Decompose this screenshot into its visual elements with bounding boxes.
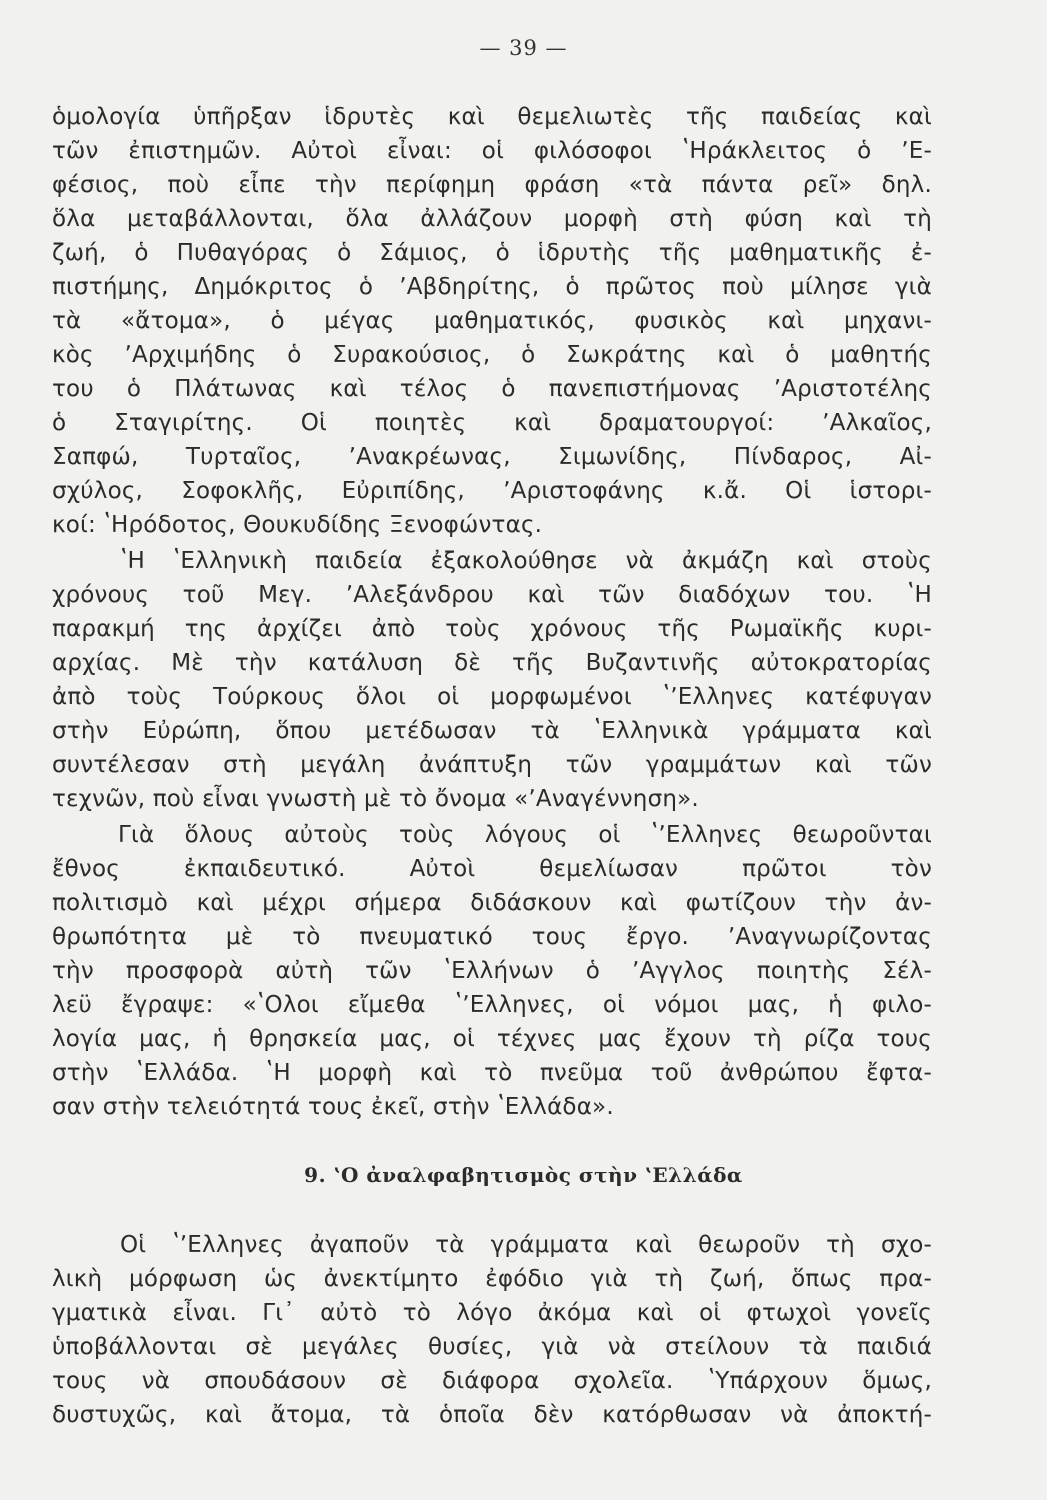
text-line: χρόνους τοῦ Μεγ. ʼΑλεξάνδρου καὶ τῶν διαδόχων του. ʽΗ xyxy=(52,582,932,608)
text-line: ὁμολογία ὑπῆρξαν ἱδρυτὲς καὶ θεμελιωτὲς τῆς παιδείας καὶ xyxy=(52,104,932,130)
text-line: ὅλα μεταβάλλονται, ὅλα ἀλλάζουν μορφὴ στὴ φύση καὶ τὴ xyxy=(52,206,932,232)
text-line: Σαπφώ, Τυρταῖος, ʼΑνακρέωνας, Σιμωνίδης, Πίνδαρος, Αἰ- xyxy=(52,444,932,470)
text-line: αρχίας. Μὲ τὴν κατάλυση δὲ τῆς Βυζαντινῆς αὐτοκρατορίας xyxy=(52,650,932,676)
text-line: σχύλος, Σοφοκλῆς, Εὐριπίδης, ʼΑριστοφάνης κ.ἄ. Οἱ ἱστορι- xyxy=(52,478,932,504)
text-line: γματικὰ εἶναι. Γι᾽ αὐτὸ τὸ λόγο ἀκόμα καὶ οἱ φτωχοὶ γονεῖς xyxy=(52,1300,932,1326)
text-line: ʽΗ ʽΕλληνικὴ παιδεία ἐξακολούθησε νὰ ἀκμάζη καὶ στοὺς xyxy=(120,548,932,574)
text-line: ἀπὸ τοὺς Τούρκους ὅλοι οἱ μορφωμένοι ʽʼΕλληνες κατέφυγαν xyxy=(52,684,932,710)
text-line: δυστυχῶς, καὶ ἄτομα, τὰ ὁποῖα δὲν κατόρθωσαν νὰ ἀποκτή- xyxy=(52,1402,932,1428)
text-line: τῶν ἐπιστημῶν. Αὐτοὶ εἶναι: οἱ φιλόσοφοι ʽΗράκλειτος ὁ ʼΕ- xyxy=(52,138,932,164)
text-line: παρακμή της ἀρχίζει ἀπὸ τοὺς χρόνους τῆς Ρωμαϊκῆς κυρι- xyxy=(52,616,932,642)
text-line: πολιτισμὸ καὶ μέχρι σήμερα διδάσκουν καὶ φωτίζουν τὴν ἀν- xyxy=(52,890,932,916)
text-line: σαν στὴν τελειότητά τους ἐκεῖ, στὴν ʽΕλλάδα». xyxy=(52,1094,614,1120)
text-line: τεχνῶν, ποὺ εἶναι γνωστὴ μὲ τὸ ὄνομα «ʼΑναγέννηση». xyxy=(52,786,699,812)
text-line: πιστήμης, Δημόκριτος ὁ ʼΑβδηρίτης, ὁ πρῶτος ποὺ μίλησε γιὰ xyxy=(52,274,932,300)
text-line: λεϋ ἔγραψε: «ʽΟλοι εἴμεθα ʽʼΕλληνες, οἱ νόμοι μας, ἡ φιλο- xyxy=(52,992,932,1018)
section-heading: 9. ʽΟ ἀναλφαβητισμὸς στὴν ʽΕλλάδα xyxy=(304,1163,743,1187)
page-number: — 39 — xyxy=(479,36,568,60)
text-line: λικὴ μόρφωση ὡς ἀνεκτίμητο ἐφόδιο γιὰ τὴ ζωή, ὅπως πρα- xyxy=(52,1266,932,1292)
text-line: ἔθνος ἐκπαιδευτικό. Αὐτοὶ θεμελίωσαν πρῶτοι τὸν xyxy=(52,856,932,882)
text-line: φέσιος, ποὺ εἶπε τὴν περίφημη φράση «τὰ πάντα ρεῖ» δηλ. xyxy=(52,172,932,198)
text-line: ὁ Σταγιρίτης. Οἱ ποιητὲς καὶ δραματουργοί: ʼΑλκαῖος, xyxy=(52,410,932,436)
text-line: θρωπότητα μὲ τὸ πνευματικό τους ἔργο. ʼΑναγνωρίζοντας xyxy=(52,924,932,950)
text-line: κὸς ʼΑρχιμήδης ὁ Συρακούσιος, ὁ Σωκράτης καὶ ὁ μαθητής xyxy=(52,342,932,368)
text-line: λογία μας, ἡ θρησκεία μας, οἱ τέχνες μας ἔχουν τὴ ρίζα τους xyxy=(52,1026,932,1052)
text-line: Οἱ ʽʼΕλληνες ἀγαποῦν τὰ γράμματα καὶ θεωροῦν τὴ σχο- xyxy=(120,1232,932,1258)
text-line: στὴν Εὐρώπη, ὅπου μετέδωσαν τὰ ʽΕλληνικὰ γράμματα καὶ xyxy=(52,718,932,744)
text-line: ζωή, ὁ Πυθαγόρας ὁ Σάμιος, ὁ ἱδρυτὴς τῆς μαθηματικῆς ἐ- xyxy=(52,240,932,266)
text-line: συντέλεσαν στὴ μεγάλη ἀνάπτυξη τῶν γραμμάτων καὶ τῶν xyxy=(52,752,932,778)
text-line: Γιὰ ὅλους αὐτοὺς τοὺς λόγους οἱ ʽʼΕλληνες θεωροῦνται xyxy=(118,822,932,848)
text-line: κοί: ʽΗρόδοτος, Θουκυδίδης Ξενοφώντας. xyxy=(52,512,543,538)
text-line: του ὁ Πλάτωνας καὶ τέλος ὁ πανεπιστήμονας ʼΑριστοτέλης xyxy=(52,376,932,402)
text-line: τους νὰ σπουδάσουν σὲ διάφορα σχολεῖα. ʽΥπάρχουν ὅμως, xyxy=(52,1368,932,1394)
text-line: ὑποβάλλονται σὲ μεγάλες θυσίες, γιὰ νὰ στείλουν τὰ παιδιά xyxy=(52,1334,932,1360)
text-line: τὰ «ἄτομα», ὁ μέγας μαθηματικός, φυσικὸς καὶ μηχανι- xyxy=(52,308,932,334)
text-line: τὴν προσφορὰ αὐτὴ τῶν ʽΕλλήνων ὁ ʼΑγγλος ποιητὴς Σέλ- xyxy=(52,958,932,984)
text-line: στὴν ʽΕλλάδα. ʽΗ μορφὴ καὶ τὸ πνεῦμα τοῦ ἀνθρώπου ἔφτα- xyxy=(52,1060,932,1086)
